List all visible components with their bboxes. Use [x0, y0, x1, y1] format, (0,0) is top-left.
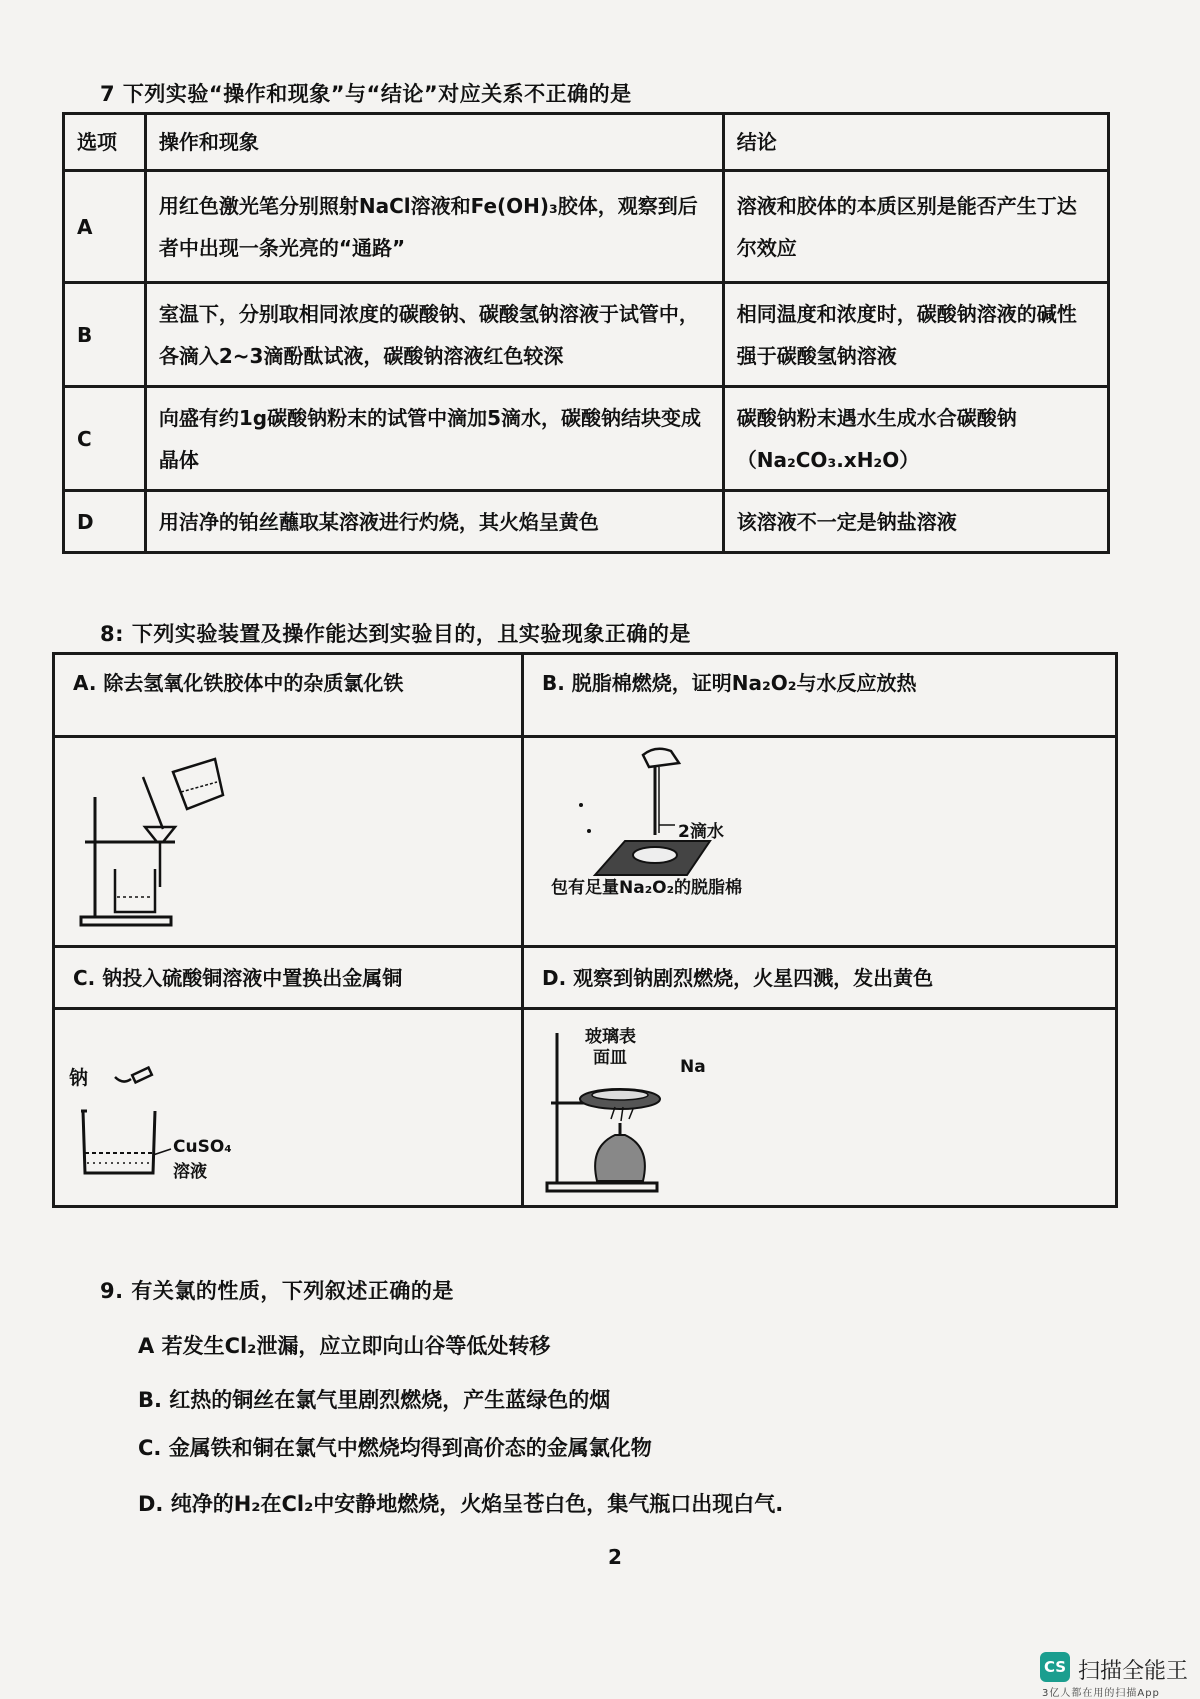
figure-b-water-label: 2滴水: [678, 822, 724, 842]
table-header-row: [64, 114, 1109, 171]
figure-b-cotton-label: 包有足量Na₂O₂的脱脂棉: [551, 878, 743, 898]
figure-c-sodium-label: 钠: [69, 1067, 89, 1089]
table-row: [64, 387, 1109, 491]
figure-d-na-label: Na: [680, 1057, 706, 1077]
row-conclusion: 溶液和胶体的本质区别是能否产生丁达尔效应: [723, 171, 1108, 283]
q7-title: 7 下列实验“操作和现象”与“结论”对应关系不正确的是: [100, 82, 632, 106]
row-option: C: [64, 387, 146, 491]
figure-d-dish-label-1: 玻璃表: [585, 1027, 636, 1047]
row-option: B: [64, 283, 146, 387]
page-number: 2: [608, 1545, 622, 1569]
filtration-apparatus-figure: [75, 747, 235, 937]
q9-option-c: C. 金属铁和铜在氯气中燃烧均得到高价态的金属氯化物: [138, 1436, 652, 1460]
scanner-tagline: 3亿人都在用的扫描App: [1042, 1688, 1160, 1699]
row-operation: 用红色激光笔分别照射NaCl溶液和Fe(OH)₃胶体，观察到后者中出现一条光亮的“通路”: [145, 171, 723, 283]
row-operation: 向盛有约1g碳酸钠粉末的试管中滴加5滴水，碳酸钠结块变成晶体: [145, 387, 723, 491]
figure-d-dish-label-2: 面皿: [593, 1048, 627, 1068]
row-operation: 室温下，分别取相同浓度的碳酸钠、碳酸氢钠溶液于试管中，各滴入2~3滴酚酞试液，碳酸钠溶液红色较深: [145, 283, 723, 387]
header-conclusion: 结论: [723, 114, 1108, 171]
row-option: D: [64, 491, 146, 553]
row-conclusion: 该溶液不一定是钠盐溶液: [723, 491, 1108, 553]
figure-c-solution-label: 溶液: [173, 1162, 207, 1182]
q9-option-a: A 若发生Cl₂泄漏，应立即向山谷等低处转移: [138, 1334, 551, 1358]
row-conclusion: 相同温度和浓度时，碳酸钠溶液的碱性强于碳酸氢钠溶液: [723, 283, 1108, 387]
row-option: A: [64, 171, 146, 283]
q8-option-b: B. 脱脂棉燃烧，证明Na₂O₂与水反应放热: [542, 671, 917, 695]
cotton-combustion-figure: [575, 745, 755, 885]
q9-title: 9. 有关氯的性质，下列叙述正确的是: [100, 1279, 454, 1303]
q7-table: [62, 112, 1110, 554]
q8-title: 8: 下列实验装置及操作能达到实验目的，且实验现象正确的是: [100, 622, 691, 646]
q8-option-d: D. 观察到钠剧烈燃烧，火星四溅，发出黄色: [542, 966, 934, 990]
table-row: [64, 283, 1109, 387]
header-option: 选项: [64, 114, 146, 171]
q8-grid: [52, 652, 1118, 1208]
q9-option-b: B. 红热的铜丝在氯气里剧烈燃烧，产生蓝绿色的烟: [138, 1388, 611, 1412]
table-row: [64, 171, 1109, 283]
table-row: [64, 491, 1109, 553]
scanner-logo-icon: CS: [1040, 1652, 1070, 1682]
scanner-app-name: 扫描全能王: [1078, 1659, 1189, 1684]
q8-option-c: C. 钠投入硫酸铜溶液中置换出金属铜: [73, 966, 403, 990]
figure-c-formula-label: CuSO₄: [173, 1137, 232, 1157]
q8-option-a: A. 除去氢氧化铁胶体中的杂质氯化铁: [73, 671, 404, 695]
q9-option-d: D. 纯净的H₂在Cl₂中安静地燃烧，火焰呈苍白色，集气瓶口出现白气.: [138, 1492, 784, 1516]
row-operation: 用洁净的铂丝蘸取某溶液进行灼烧，其火焰呈黄色: [145, 491, 723, 553]
row-conclusion: 碳酸钠粉末遇水生成水合碳酸钠（Na₂CO₃.xH₂O）: [723, 387, 1108, 491]
beaker-figure: [75, 1055, 245, 1185]
header-operation: 操作和现象: [145, 114, 723, 171]
